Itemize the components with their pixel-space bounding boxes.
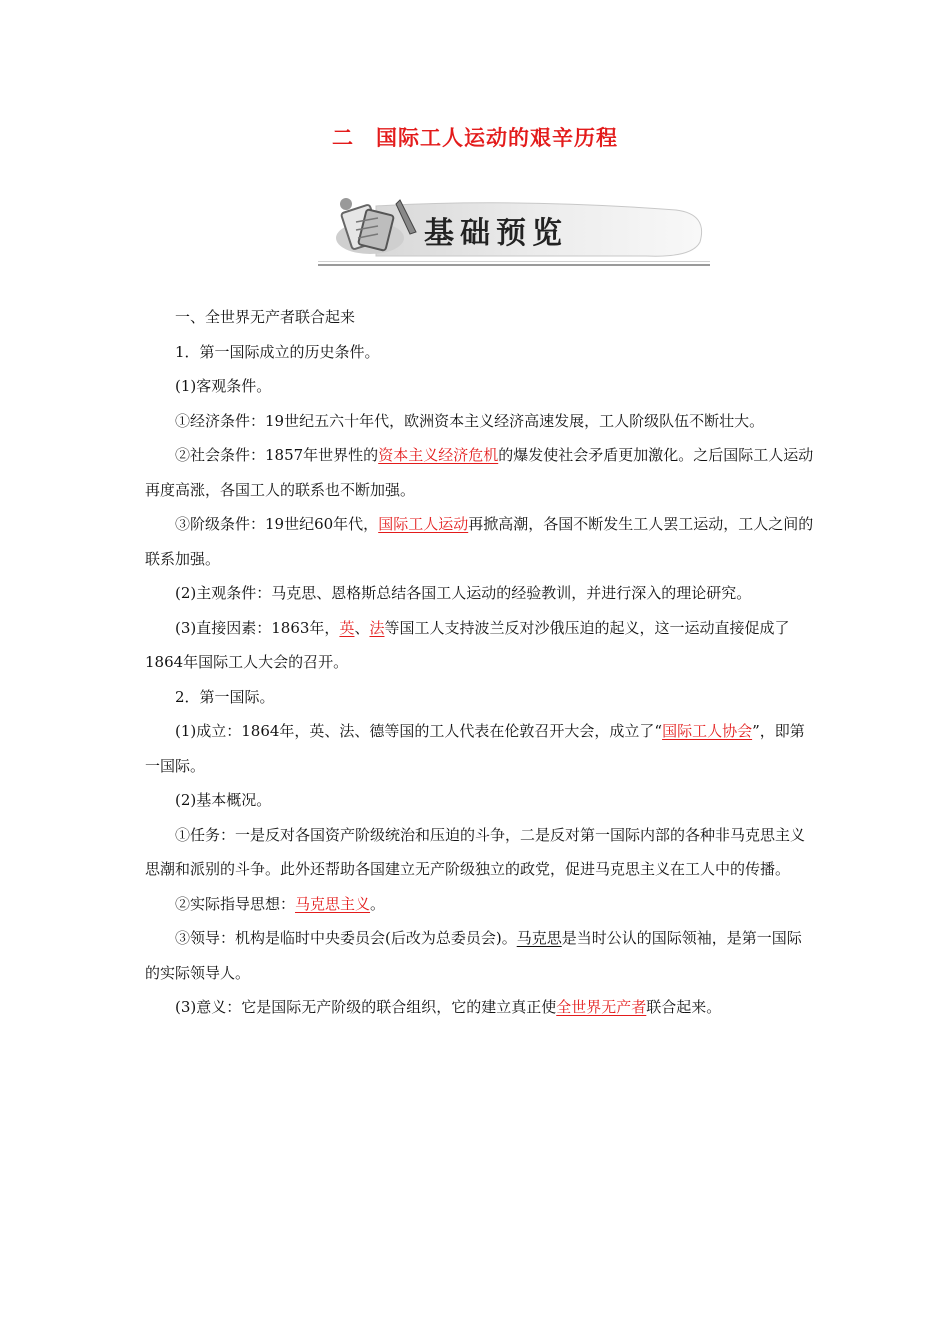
text-span: 。 (370, 894, 386, 913)
answer-highlight: 英 (339, 618, 355, 637)
text-span: 等国工人支持波兰反对沙俄压迫的起义，这一运动直接促成了1864年国际工人大会的召开。 (145, 618, 790, 671)
text-span: 联合起来。 (646, 998, 722, 1016)
paragraph (145, 990, 815, 1025)
paragraph (145, 438, 815, 507)
text-span: (3)直接因素：1863年， (175, 618, 340, 637)
text-span: ②社会条件：1857年世界性的 (175, 446, 379, 464)
paragraph (145, 611, 815, 680)
page-title: 二 国际工人运动的艰辛历程 (332, 126, 618, 150)
text-span: (3)意义：它是国际无产阶级的联合组织，它的建立真正使 (175, 998, 557, 1016)
paragraph: 1．第一国际成立的历史条件。 (175, 342, 380, 361)
paragraph: ①任务：一是反对各国资产阶级统治和压迫的斗争，二是反对第一国际内部的各种非马克思主义思潮和派别的斗争。此外还帮助各国建立无产阶级独立的政党，促进马克思主义在工人中的传播。 (145, 825, 806, 878)
text-span: 是当时公认的国际领袖，是第一国际的实际领导人。 (145, 929, 802, 982)
text-span: 再掀高潮，各国不断发生工人罢工运动，工人之间的联系加强。 (145, 515, 814, 568)
document-body (145, 300, 815, 1025)
answer-highlight: 国际工人运动 (378, 515, 469, 533)
paragraph: ①经济条件：19世纪五六十年代，欧洲资本主义经济高速发展，工人阶级队伍不断壮大。 (175, 411, 765, 430)
paragraph: (2)主观条件：马克思、恩格斯总结各国工人运动的经验教训，并进行深入的理论研究。 (175, 584, 752, 602)
paragraph (145, 887, 815, 922)
answer-highlight: 马克思主义 (295, 894, 371, 913)
section-heading: 一、全世界无产者联合起来 (175, 308, 356, 326)
paragraph: (1)客观条件。 (175, 377, 272, 395)
text-span: ”，即第一国际。 (145, 722, 805, 775)
answer-highlight: 资本主义经济危机 (378, 446, 499, 464)
answer-highlight: 国际工人协会 (662, 722, 753, 740)
answer-highlight: 法 (369, 618, 385, 637)
banner-label: 基础预览 (424, 216, 568, 251)
answer-highlight: 全世界无产者 (556, 998, 647, 1016)
paragraph (145, 921, 815, 990)
text-span: 、 (354, 618, 370, 637)
paragraph (145, 507, 815, 576)
section-banner (316, 184, 710, 268)
text-span: ②实际指导思想： (175, 894, 296, 913)
text-span: ③阶级条件：19世纪60年代， (175, 515, 379, 533)
text-span: ③领导：机构是临时中央委员会(后改为总委员会)。 (175, 929, 517, 947)
text-span: 的爆发使社会矛盾更加激化。之后国际工人运动再度高涨，各国工人的联系也不断加强。 (145, 446, 814, 499)
underlined-term: 马克思 (516, 929, 562, 947)
text-span: (1)成立：1864年，英、法、德等国的工人代表在伦敦召开大会，成立了“ (175, 722, 663, 740)
paragraph (145, 714, 815, 783)
paragraph: 2．第一国际。 (175, 687, 275, 706)
paragraph: (2)基本概况。 (175, 791, 272, 809)
